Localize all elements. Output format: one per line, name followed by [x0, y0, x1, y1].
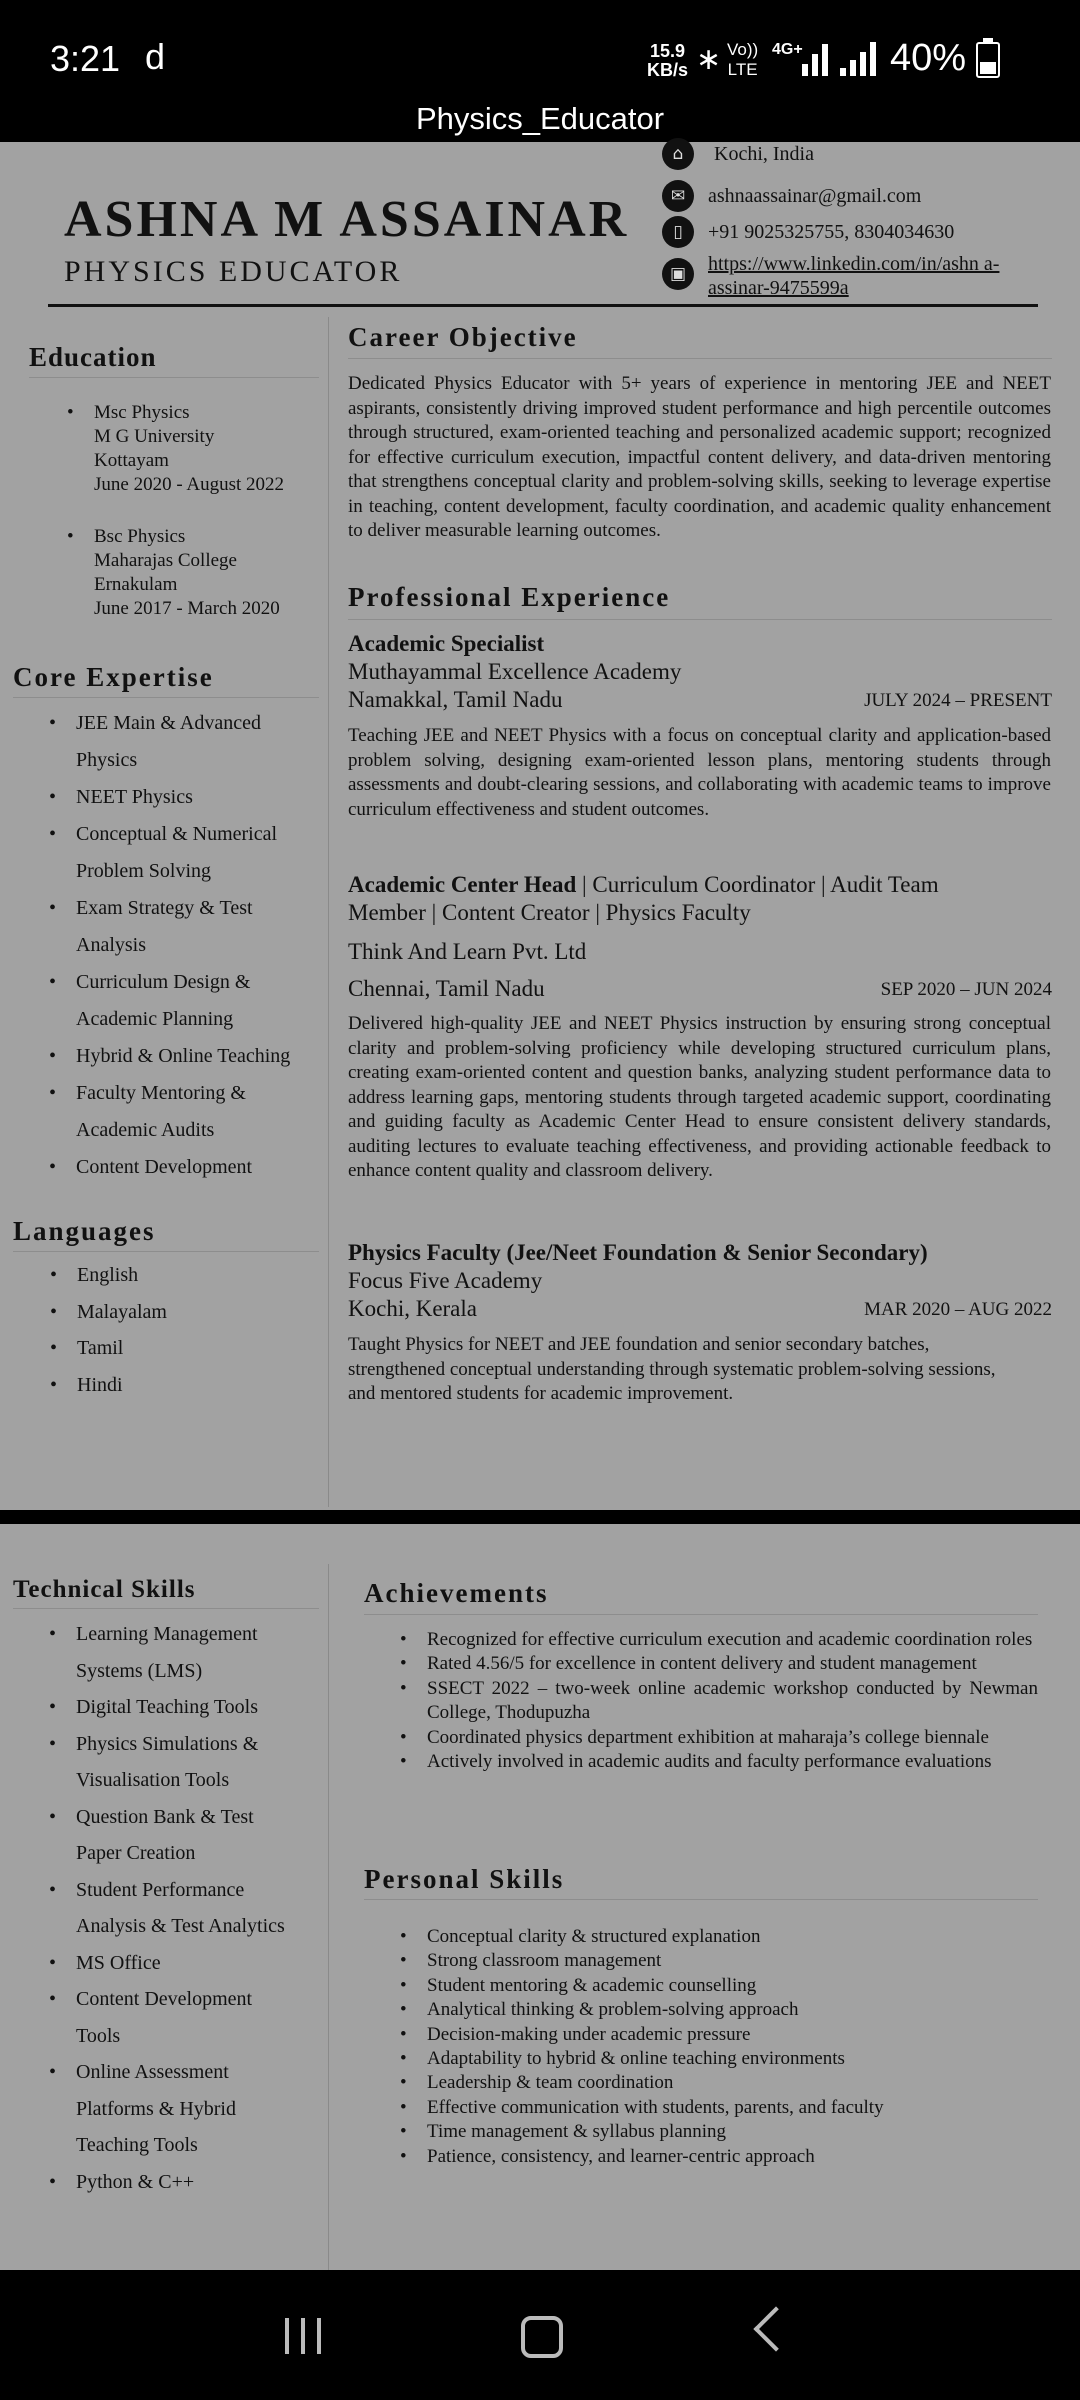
section-rule	[13, 1608, 319, 1609]
list-item: • Python & C++	[76, 2164, 336, 2201]
list-item-cont: Visualisation Tools	[76, 1769, 230, 1791]
personal-skills-heading: Personal Skills	[364, 1864, 565, 1894]
job-dates: JULY 2024 – PRESENT	[864, 690, 1052, 711]
job-title: Academic Specialist	[348, 631, 545, 656]
signal-icon	[836, 40, 880, 76]
signal-icon	[790, 40, 834, 76]
section-rule	[13, 1251, 319, 1252]
briefcase-icon: ▣	[662, 258, 694, 290]
section-rule	[348, 619, 1052, 620]
list-item: • Hybrid & Online Teaching	[76, 1038, 326, 1075]
candidate-name: ASHNA M ASSAINAR	[64, 191, 630, 248]
list-item-cont: Academic Planning	[76, 1008, 234, 1030]
job-org: Muthayammal Excellence Academy	[348, 659, 682, 684]
status-time: 3:21	[50, 38, 121, 79]
resume-page-1[interactable]: ASHNA M ASSAINAR PHYSICS EDUCATOR ⌂ Kochi, India ✉ ashnaassainar@gmail.com ▯ +91 9025325755, 8304034630 ▣ https://www.linkedin.com/in/ashn a- assinar-9475599a Education • Msc Physics M G University Kottayam June 2020 - August 2022 • Bsc Physics Maharajas College Ernakulam June 2017 - March 2020 Core Expertise • JEE Main & Advanced Physics • NEET Physics • Conceptual & Numerical Problem Solving • Exam Strategy & Test Analysis • Curriculum Design & Academic Planning • Hybrid & Online Teaching • Faculty Mentoring & Academic Audits • Content Development Languages • English • Malayalam • Tamil • Hindi Career Objective Dedicated Physics Educator with 5+ years of experience in mentoring JEE and NEET aspirants, consistently driving improved student performance and high percentile outcomes through structured, exam-oriented teaching and personalized academic support; recognized for effective curriculum execution, impactful content delivery, and data-driven mentoring that strengthens conceptual clarity and problem-solving skills, seeking to leverage expertise in teaching, content development, faculty coordination, and academic quality enhancement to deliver measurable learning outcomes. Professional Experience Academic Specialist Muthayammal Excellence Academy Namakkal, Tamil Nadu JULY 2024 – PRESENT Teaching JEE and NEET Physics with a focus on conceptual clarity and application-based problem solving, designing exam-oriented lesson plans, mentoring students through assessments and doubt-clearing sessions, and collaborating with academic teams to improve curriculum effectiveness and student outcomes. Academic Center Head | Curriculum Coordinator | Audit Team Member | Content Creator | Physics Faculty Think And Learn Pvt. Ltd Chennai, Tamil Nadu SEP 2020 – JUN 2024 Delivered high-quality JEE and NEET Physics instruction by ensuring strong conceptual clarity and problem-solving proficiency while developing structured curriculum plans, creating exam-oriented content and question banks, analyzing student performance data to address learning gaps, mentoring students through targeted academic support, coordinating and guiding faculty as Academic Center Head to ensure consistent delivery standards, auditing lectures to evaluate teaching effectiveness, and providing actionable feedback to enhance content quality and classroom delivery. Physics Faculty (Jee/Neet Foundation & Senior Secondary) Focus Five Academy Kochi, Kerala MAR 2020 – AUG 2022 Taught Physics for NEET and JEE foundation and senior secondary batches, strengthened conceptual understanding through systematic problem-solving sessions, and mentored students for academic improvement.	[0, 142, 1080, 1510]
job-description: Delivered high-quality JEE and NEET Physics instruction by ensuring strong conceptual clarity and problem-solving proficiency while developing structured curriculum plans, creating exam-oriented content and question banks, analyzing student performance data to address learning gaps, mentoring students through targeted academic support, coordinating and guiding faculty as Academic Center Head to ensure consistent delivery standards, auditing lectures to evaluate teaching effectiveness, and providing actionable feedback to enhance content quality and classroom delivery.	[348, 1013, 1051, 1181]
job-title: Academic Center Head	[348, 872, 577, 897]
list-item: • Malayalam	[77, 1294, 167, 1331]
list-item: • Decision-making under academic pressure	[427, 2023, 1038, 2047]
status-bar	[0, 0, 1080, 100]
achievements-list	[427, 1628, 1038, 1774]
core-expertise-list	[76, 705, 326, 1186]
list-item: • Online Assessment	[76, 2054, 336, 2091]
list-item: • Question Bank & Test	[76, 1799, 336, 1836]
phone-icon: ▯	[662, 216, 694, 248]
list-item-cont: Systems (LMS)	[76, 1659, 203, 1682]
list-item: • Conceptual & Numerical	[76, 816, 326, 853]
section-rule	[13, 697, 319, 698]
battery-percent: 40%	[890, 37, 967, 79]
list-item: • Time management & syllabus planning	[427, 2120, 1038, 2144]
list-item: • English	[77, 1257, 167, 1294]
resume-page-2[interactable]	[0, 1524, 1080, 2270]
list-item: • Leadership & team coordination	[427, 2071, 1038, 2095]
education-item: • Bsc Physics Maharajas College Ernakulam June 2017 - March 2020	[94, 525, 280, 621]
email-icon: ✉	[662, 180, 694, 212]
list-item: • Student Performance	[76, 1872, 336, 1909]
job-title: Physics Faculty (Jee/Neet Foundation & Senior Secondary)	[348, 1240, 928, 1265]
list-item: • Patience, consistency, and learner-centric approach	[427, 2145, 1038, 2169]
header-divider	[48, 304, 1038, 307]
recents-icon[interactable]	[283, 2318, 323, 2354]
bluetooth-icon: ∗	[696, 43, 722, 76]
list-item-cont: Platforms & Hybrid	[76, 2097, 236, 2120]
list-item-cont: Physics	[76, 749, 138, 771]
personal-skills-list	[427, 1925, 1038, 2169]
section-rule	[29, 377, 319, 378]
education-item: • Msc Physics M G University Kottayam June 2020 - August 2022	[94, 401, 284, 497]
education-heading: Education	[29, 342, 157, 372]
list-item: • MS Office	[76, 1945, 336, 1982]
list-item-cont: Analysis & Test Analytics	[76, 1915, 285, 1937]
document-title: Physics_Educator	[0, 100, 1080, 142]
list-item: • SSECT 2022 – two-week online academic workshop conducted by Newman College, Thodupuzha	[427, 1677, 1038, 1726]
list-item: • NEET Physics	[76, 779, 326, 816]
list-item: • Actively involved in academic audits and faculty performance evaluations	[427, 1750, 1038, 1774]
list-item-cont: Paper Creation	[76, 1842, 196, 1864]
job-meta: Chennai, Tamil Nadu SEP 2020 – JUN 2024	[348, 976, 1052, 1001]
list-item: • JEE Main & Advanced	[76, 705, 326, 742]
job-description: Taught Physics for NEET and JEE foundation and senior secondary batches, strengthened conceptual understanding through systematic problem-solving sessions, and mentored students for academic improvement.	[348, 1334, 996, 1404]
career-objective-text: Dedicated Physics Educator with 5+ years of experience in mentoring JEE and NEET aspirants, consistently driving improved student performance and high percentile outcomes through structured, exam-oriented teaching and personalized academic support; recognized for effective curriculum execution, impactful content delivery, and data-driven mentoring that strengthens conceptual clarity and problem-solving skills, seeking to leverage expertise in teaching, content development, faculty coordination, and academic quality enhancement to deliver measurable learning outcomes.	[348, 373, 1051, 541]
home-button-icon[interactable]	[521, 2316, 563, 2358]
list-item: • Faculty Mentoring &	[76, 1075, 326, 1112]
section-rule	[364, 1899, 1038, 1900]
technical-skills-list	[76, 1616, 336, 2200]
network-type: 4G+	[772, 41, 803, 58]
home-icon: ⌂	[662, 138, 694, 170]
list-item: • Effective communication with students, parents, and faculty	[427, 2096, 1038, 2120]
list-item: • Content Development	[76, 1149, 326, 1186]
core-expertise-heading: Core Expertise	[13, 662, 214, 692]
list-item: • Digital Teaching Tools	[76, 1689, 336, 1726]
list-item-cont: Teaching Tools	[76, 2134, 198, 2156]
list-item-cont: Tools	[76, 2024, 121, 2047]
section-rule	[348, 358, 1052, 359]
list-item-cont: Academic Audits	[76, 1119, 215, 1141]
volte-indicator: Vo)) LTE	[727, 40, 759, 79]
network-speed: 15.9 KB/s	[647, 41, 689, 80]
achievements-heading: Achievements	[364, 1578, 549, 1608]
list-item-cont: Analysis	[76, 934, 146, 956]
list-item: • Content Development	[76, 1981, 336, 2018]
job-meta: Kochi, Kerala MAR 2020 – AUG 2022	[348, 1296, 1052, 1321]
list-item: • Learning Management	[76, 1616, 336, 1653]
list-item: • Rated 4.56/5 for excellence in content delivery and student management	[427, 1652, 1038, 1676]
job-dates: MAR 2020 – AUG 2022	[864, 1299, 1052, 1320]
candidate-role: PHYSICS EDUCATOR	[64, 255, 403, 288]
list-item: • Adaptability to hybrid & online teaching environments	[427, 2047, 1038, 2071]
career-objective-heading: Career Objective	[348, 322, 578, 352]
list-item: • Hindi	[77, 1367, 167, 1404]
list-item: • Curriculum Design &	[76, 964, 326, 1001]
list-item: • Analytical thinking & problem-solving approach	[427, 1998, 1038, 2022]
list-item-cont: Problem Solving	[76, 860, 212, 882]
job-meta: Namakkal, Tamil Nadu JULY 2024 – PRESENT	[348, 687, 1052, 712]
list-item: • Conceptual clarity & structured explanation	[427, 1925, 1038, 1949]
languages-list	[77, 1257, 167, 1403]
job-org: Focus Five Academy	[348, 1268, 543, 1293]
languages-heading: Languages	[13, 1216, 156, 1246]
job-description: Teaching JEE and NEET Physics with a focus on conceptual clarity and application-based problem solving, designing exam-oriented lesson plans, mentoring students through assessments and doubt-clearing sessions, and collaborating with academic teams to improve curriculum effectiveness and student outcomes.	[348, 725, 1051, 820]
section-rule	[364, 1614, 1038, 1615]
list-item: • Strong classroom management	[427, 1949, 1038, 1973]
technical-skills-heading: Technical Skills	[13, 1576, 196, 1603]
column-divider	[328, 317, 329, 1507]
experience-heading: Professional Experience	[348, 582, 671, 612]
list-item: • Tamil	[77, 1330, 167, 1367]
job-dates: SEP 2020 – JUN 2024	[880, 979, 1052, 1000]
list-item: • Coordinated physics department exhibition at maharaja’s college biennale	[427, 1726, 1038, 1750]
battery-icon	[976, 42, 1000, 78]
job-title-block: Academic Center Head | Curriculum Coordinator | Audit Team Member | Content Creator | Physics Faculty	[348, 872, 939, 925]
list-item: • Recognized for effective curriculum execution and academic coordination roles	[427, 1628, 1038, 1652]
list-item: • Student mentoring & academic counselling	[427, 1974, 1038, 1998]
notification-icon: d	[145, 36, 166, 77]
list-item: • Exam Strategy & Test	[76, 890, 326, 927]
job-org: Think And Learn Pvt. Ltd	[348, 939, 587, 964]
list-item: • Physics Simulations &	[76, 1726, 336, 1763]
